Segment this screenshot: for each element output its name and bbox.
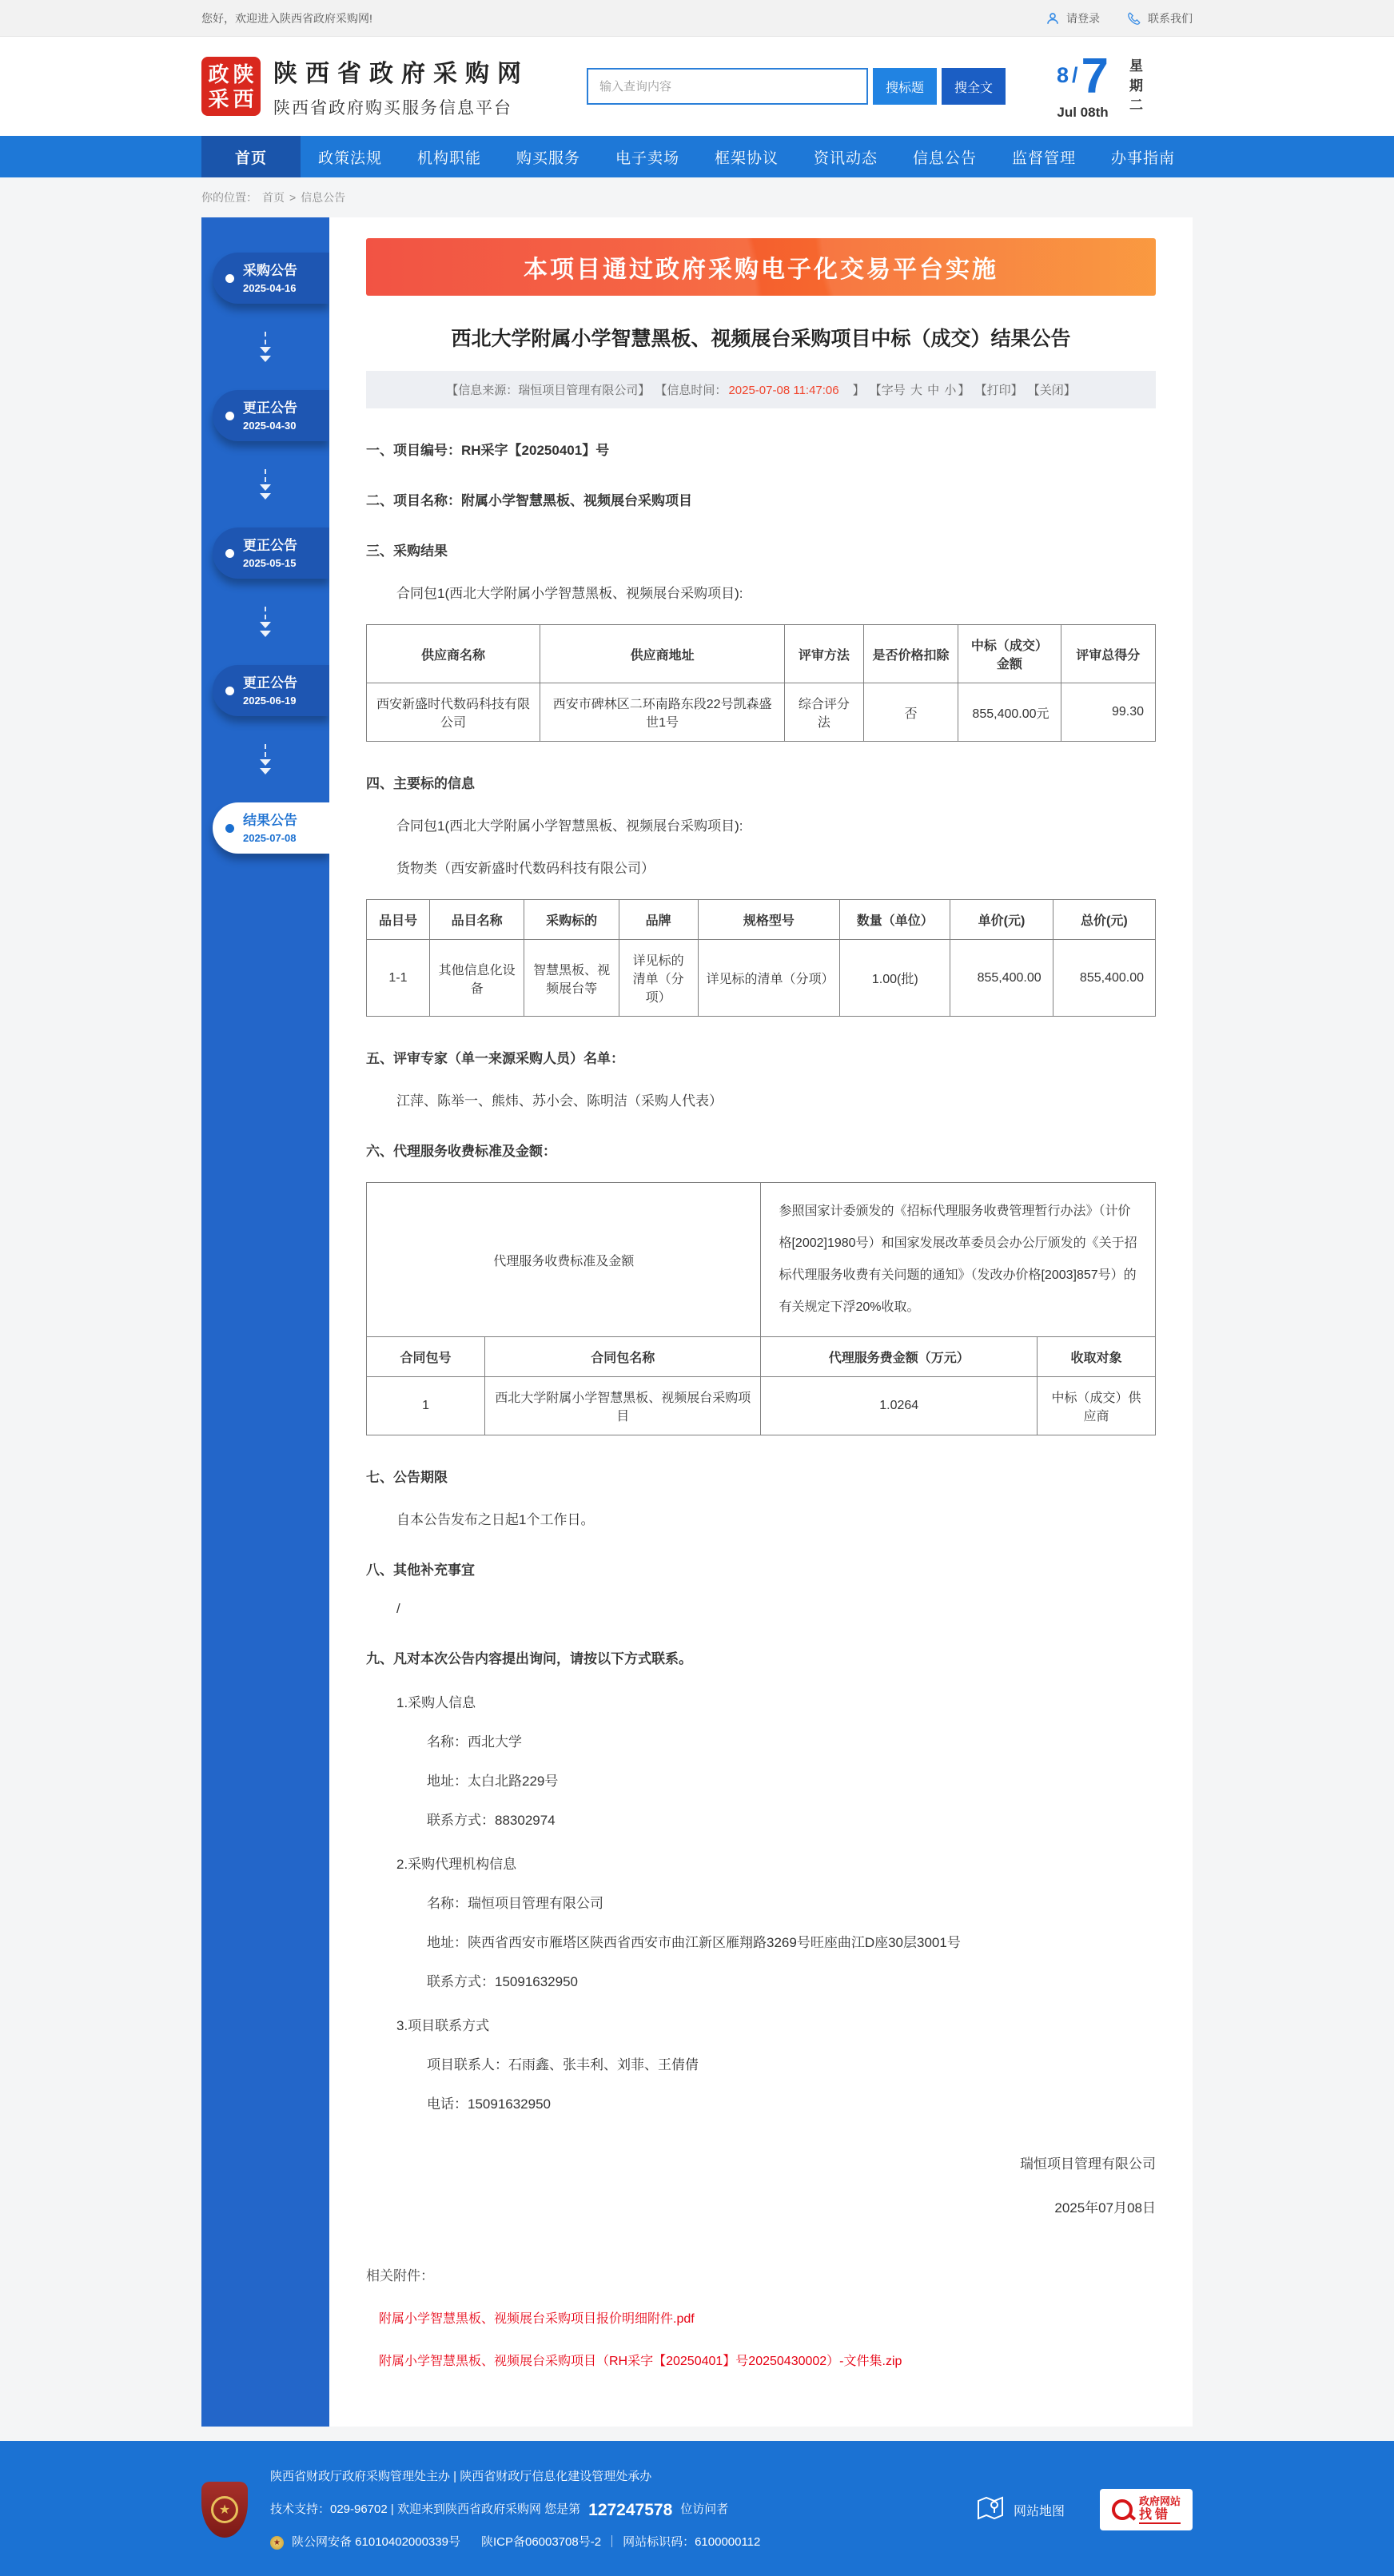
date-widget: 8 / 7 Jul 08th 星 期 二 xyxy=(1057,49,1144,120)
section-project-number: 一、项目编号：RH采字【20250401】号 xyxy=(366,443,610,458)
dot-icon xyxy=(225,824,234,833)
goods-category-line: 货物类（西安新盛时代数码科技有限公司） xyxy=(396,861,655,876)
footer-support-line: 技术支持：029-96702 | 欢迎来到陕西省政府采购网 您是第 127247578 位访问者 xyxy=(270,2498,760,2523)
nav-policies[interactable]: 政策法规 xyxy=(317,149,382,167)
purchaser-info-title: 1.采购人信息 xyxy=(396,1695,476,1710)
search-title-button[interactable]: 搜标题 xyxy=(873,68,937,105)
table-row: 1 西北大学附属小学智慧黑板、视频展台采购项目 1.0264 中标（成交）供应商 xyxy=(367,1377,1156,1435)
section-other-matters: 八、其他补充事宜 xyxy=(366,1563,475,1578)
visitor-count: 127247578 xyxy=(588,2500,673,2519)
table-header-row: 供应商名称 供应商地址 评审方法 是否价格扣除 中标（成交）金额 评审总得分 xyxy=(367,625,1156,683)
breadcrumb-home[interactable]: 首页 xyxy=(262,191,285,204)
experts-names: 江萍、陈举一、熊炜、苏小会、陈明洁（采购人代表） xyxy=(396,1093,723,1109)
date-english: Jul 08th xyxy=(1057,105,1109,120)
nav-purchase-service[interactable]: 购买服务 xyxy=(516,149,580,167)
attachments xyxy=(366,2264,1156,2369)
project-phone: 电话：15091632950 xyxy=(427,2096,552,2112)
phone-icon xyxy=(1127,11,1141,26)
gov-emblem: ★ xyxy=(201,2482,248,2538)
nav-guide[interactable]: 办事指南 xyxy=(1110,149,1175,167)
weekday-label: 星 期 二 xyxy=(1129,58,1144,113)
footer-registration-line: ★ 陕公网安备 61010402000339号 陕ICP备06003708号-2 ｜ 网站标识码：6100000112 xyxy=(270,2534,760,2552)
agency-fee-table xyxy=(366,1182,1156,1435)
announcement-timeline xyxy=(201,217,329,2427)
dot-icon xyxy=(225,687,234,695)
agency-phone: 联系方式：15091632950 xyxy=(427,1974,579,1989)
login-link[interactable]: 请登录 xyxy=(1046,10,1100,26)
section-notice-period: 七、公告期限 xyxy=(366,1470,448,1485)
magnifier-icon xyxy=(1112,2499,1133,2520)
dot-icon xyxy=(225,549,234,558)
nav-supervision[interactable]: 监督管理 xyxy=(1011,149,1076,167)
table-header-row: 品目号 品目名称 采购标的 品牌 规格型号 数量（单位） 单价(元) 总价(元) xyxy=(367,900,1156,940)
site-code: 网站标识码：6100000112 xyxy=(623,2535,761,2549)
timeline-item-correction-2[interactable]: 更正公告 2025-05-15 xyxy=(213,528,329,579)
attachment-link-zip[interactable]: 附属小学智慧黑板、视频展台采购项目（RH采字【20250401】号20250430002）-文件集.zip xyxy=(379,2355,902,2368)
table-header-row: 合同包号 合同包名称 代理服务费金额（万元） 收取对象 xyxy=(367,1337,1156,1377)
police-badge-icon: ★ xyxy=(270,2536,284,2550)
agency-name: 名称：瑞恒项目管理有限公司 xyxy=(427,1896,603,1911)
project-contact-title: 3.项目联系方式 xyxy=(396,2018,490,2033)
purchaser-phone: 联系方式：88302974 xyxy=(427,1813,556,1828)
breadcrumb: 你的位置： 首页 > 信息公告 xyxy=(201,191,346,204)
contract-package-line: 合同包1(西北大学附属小学智慧黑板、视频展台采购项目): xyxy=(396,818,743,834)
timeline-arrow xyxy=(201,716,329,802)
nav-framework[interactable]: 框架协议 xyxy=(714,149,779,167)
nav-functions[interactable]: 机构职能 xyxy=(416,149,481,167)
search-fulltext-button[interactable]: 搜全文 xyxy=(942,68,1006,105)
map-icon xyxy=(977,2496,1004,2524)
info-source: 【信息来源：瑞恒项目管理有限公司】 xyxy=(446,384,651,397)
section-agency-fee: 六、代理服务收费标准及金额： xyxy=(366,1144,556,1159)
section-experts: 五、评审专家（单一来源采购人员）名单： xyxy=(366,1051,624,1066)
timeline-item-purchase-notice[interactable]: 采购公告 2025-04-16 xyxy=(213,253,329,304)
dot-icon xyxy=(225,274,234,283)
section-project-name: 二、项目名称：附属小学智慧黑板、视频展台采购项目 xyxy=(366,493,692,508)
signoff xyxy=(366,2152,1156,2216)
section-subject-info: 四、主要标的信息 xyxy=(366,776,475,791)
nav-news[interactable]: 资讯动态 xyxy=(813,149,878,167)
close-button[interactable]: 【关闭】 xyxy=(1027,384,1076,397)
error-report-badge[interactable]: 政府网站 找错 xyxy=(1100,2489,1193,2530)
font-size-large-button[interactable]: 大 xyxy=(910,384,922,397)
purchaser-name: 名称：西北大学 xyxy=(427,1734,522,1750)
article-panel xyxy=(329,217,1193,2427)
timeline-item-correction-1[interactable]: 更正公告 2025-04-30 xyxy=(213,390,329,441)
date-day: 7 xyxy=(1081,49,1109,104)
agency-info-title: 2.采购代理机构信息 xyxy=(396,1857,517,1872)
timeline-item-correction-3[interactable]: 更正公告 2025-06-19 xyxy=(213,665,329,716)
nav-e-market[interactable]: 电子卖场 xyxy=(615,149,679,167)
security-filing: 陕公网安备 61010402000339号 xyxy=(292,2535,460,2549)
purchaser-address: 地址：太白北路229号 xyxy=(427,1774,559,1789)
font-size-medium-button[interactable]: 中 xyxy=(927,384,940,397)
contract-package-line: 合同包1(西北大学附属小学智慧黑板、视频展台采购项目): xyxy=(396,586,743,601)
table-row: 1-1 其他信息化设备 智慧黑板、视频展台等 详见标的清单（分项） 详见标的清单（分项） 1.00(批) 855,400.00 855,400.00 xyxy=(367,940,1156,1017)
signoff-date: 2025年07月08日 xyxy=(1054,2200,1156,2216)
nav-home[interactable]: 首页 xyxy=(201,136,301,177)
notice-period-text: 自本公告发布之日起1个工作日。 xyxy=(396,1512,595,1527)
article-meta-bar: 【信息来源：瑞恒项目管理有限公司】 【信息时间： 2025-07-08 11:47:06 】 【字号 大 中 小 】 【打印】 【关闭】 xyxy=(366,371,1156,408)
site-logo[interactable]: 政 陕 采 西 xyxy=(201,57,261,116)
site-footer xyxy=(0,2441,1394,2576)
article-title: 西北大学附属小学智慧黑板、视频展台采购项目中标（成交）结果公告 xyxy=(451,328,1071,350)
table-row: 西安新盛时代数码科技有限公司 西安市碑林区二环南路东段22号凯森盛世1号 综合评分法 否 855,400.00元 99.30 xyxy=(367,683,1156,742)
icp-filing: 陕ICP备06003708号-2 xyxy=(480,2535,602,2549)
user-icon xyxy=(1046,11,1060,26)
agency-address: 地址：陕西省西安市雁塔区陕西省西安市曲江新区雁翔路3269号旺座曲江D座30层3001号 xyxy=(427,1935,961,1950)
nav-announcements[interactable]: 信息公告 xyxy=(912,149,977,167)
info-time: 2025-07-08 11:47:06 xyxy=(728,384,839,397)
timeline-item-result-notice[interactable]: 结果公告 2025-07-08 xyxy=(213,802,329,854)
dot-icon xyxy=(225,412,234,420)
search-input[interactable] xyxy=(587,68,868,105)
top-bar xyxy=(0,0,1394,37)
footer-organizer-line: 陕西省财政厅政府采购管理处主办 | 陕西省财政厅信息化建设管理处承办 xyxy=(270,2470,652,2483)
site-header xyxy=(0,37,1394,136)
font-size-small-button[interactable]: 小 xyxy=(944,384,957,397)
signoff-company: 瑞恒项目管理有限公司 xyxy=(1020,2156,1156,2172)
supplier-result-table xyxy=(366,624,1156,742)
section-inquiries: 九、凡对本次公告内容提出询问，请按以下方式联系。 xyxy=(366,1651,692,1666)
other-matters-text: / xyxy=(396,1601,400,1616)
attachments-label: 相关附件： xyxy=(366,2268,434,2283)
fee-standard-row: 代理服务收费标准及金额 参照国家计委颁发的《招标代理服务收费管理暂行办法》（计价格[2002]1980号）和国家发展改革委员会办公厅颁发的《关于招标代理服务收费有关问题的通知》（发改办价格[2003]857号）的有关规定下浮20%收取。 xyxy=(367,1183,1156,1337)
timeline-arrow xyxy=(201,304,329,390)
platform-banner: 本项目通过政府采购电子化交易平台实施 xyxy=(366,238,1156,296)
date-month: 8 xyxy=(1057,63,1069,87)
print-button[interactable]: 【打印】 xyxy=(974,384,1023,397)
site-subtitle: 陕西省政府购买服务信息平台 xyxy=(273,99,512,117)
subject-detail-table xyxy=(366,899,1156,1017)
main-nav xyxy=(0,136,1394,177)
search-box xyxy=(587,68,1006,105)
attachment-link-pdf[interactable]: 附属小学智慧黑板、视频展台采购项目报价明细附件.pdf xyxy=(379,2312,695,2326)
project-contacts: 项目联系人：石雨鑫、张丰利、刘菲、王倩倩 xyxy=(427,2057,699,2072)
timeline-arrow xyxy=(201,579,329,665)
section-procurement-result: 三、采购结果 xyxy=(366,543,448,559)
contact-us-link[interactable]: 联系我们 xyxy=(1127,10,1193,26)
welcome-text: 您好，欢迎进入陕西省政府采购网! xyxy=(201,11,372,25)
site-name: 陕西省政府采购网 xyxy=(273,61,529,87)
timeline-arrow xyxy=(201,441,329,528)
breadcrumb-current[interactable]: 信息公告 xyxy=(301,191,346,204)
sitemap-link[interactable]: 网站地图 xyxy=(977,2496,1065,2524)
